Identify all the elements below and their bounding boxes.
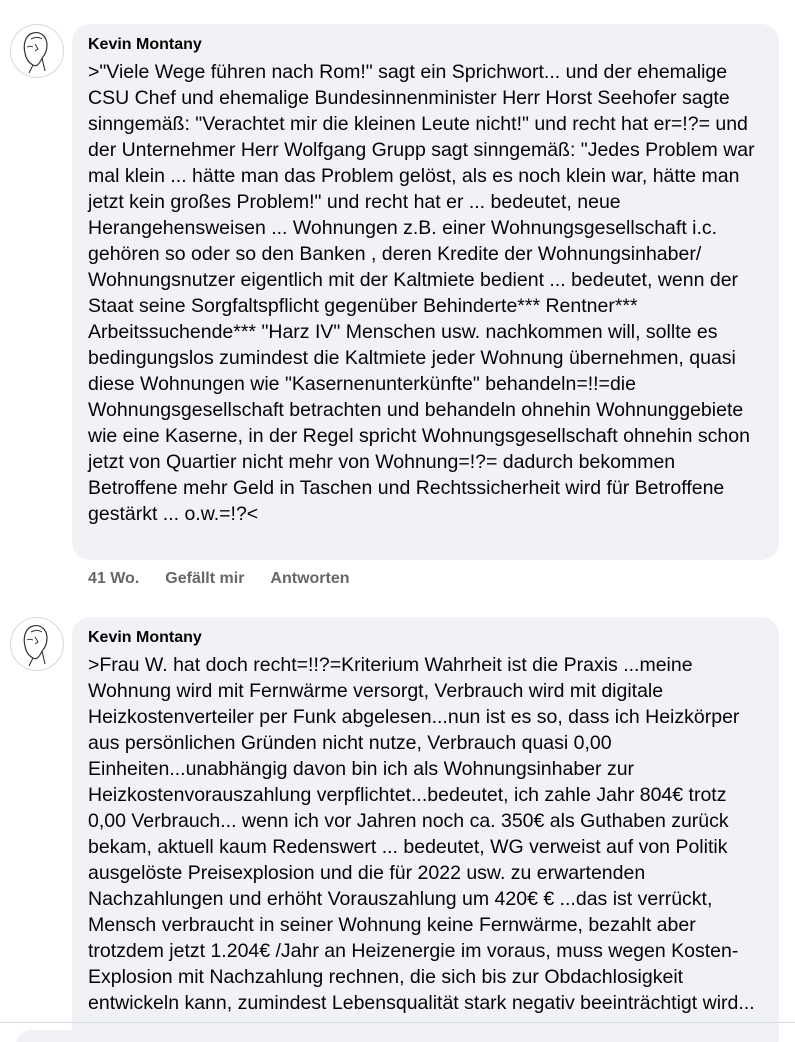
sketched-face-avatar-icon xyxy=(11,618,63,670)
comment-composer-bar[interactable] xyxy=(16,1030,776,1042)
divider xyxy=(0,1022,795,1023)
avatar[interactable] xyxy=(10,617,64,671)
comment-actions xyxy=(88,570,350,588)
avatar[interactable] xyxy=(10,24,64,78)
comment-author[interactable]: Kevin Montany xyxy=(88,36,202,53)
like-button[interactable]: Gefällt mir xyxy=(165,570,245,587)
comment-bubble xyxy=(72,24,779,560)
comment-text: >"Viele Wege führen nach Rom!" sagt ein Sprichwort... und der ehemalige CSU Chef und ehemalige Bundesinnenminister Herr Horst Seehofer sagte sinngemäß: "Verachtet mir die kleinen Leute nicht!" und recht hat er=!?= und der Unternehmer Herr Wolfgang Grupp sagt sinngemäß: "Jedes Problem war mal klein ... hätte man das Problem gelöst, als es noch klein war, hätte man jetzt kein großes Problem!" und recht hat er ... bedeutet, neue Herangehensweisen ... Wohnungen z.B. einer Wohnungsgesellschaft i.c. gehören so oder so den Banken , deren Kredite der Wohnungsinhaber/ Wohnungsnutzer eigentlich mit der Kaltmiete bedient ... bedeutet, wenn der Staat seine Sorgfaltspflicht gegenüber Behinderte*** Rentner*** Arbeitssuchende*** "Harz IV" Menschen usw. nachkommen will, sollte es bedingungslos zumindest die Kaltmiete jeder Wohnung übernehmen, quasi diese Wohnungen wie "Kasernenunterkünfte" behandeln=!!=die Wohnungsgesellschaft betrachten und behandeln ohnehin Wohnunggebiete wie eine Kaserne, in der Regel spricht Wohnungsgesellschaft ohnehin schon jetzt von Quartier nicht mehr von Wohnung=!?= dadurch bekommen Betroffene mehr Geld in Taschen und Rechtssicherheit wird für Betroffene gestärkt ... o.w.=!?< xyxy=(88,61,755,525)
reply-button[interactable]: Antworten xyxy=(270,570,350,587)
comment-bubble xyxy=(72,617,779,1042)
comment-author[interactable]: Kevin Montany xyxy=(88,629,202,646)
comment-timestamp[interactable]: 41 Wo. xyxy=(88,570,140,587)
sketched-face-avatar-icon xyxy=(11,25,63,77)
comment-text: >Frau W. hat doch recht=!!?=Kriterium Wahrheit ist die Praxis ...meine Wohnung wird mit Fernwärme versorgt, Verbrauch wird mit digitale Heizkostenverteiler per Funk abgelesen...nun ist es so, dass ich Heizkörper aus persönlichen Gründen nicht nutze, Verbrauch quasi 0,00 Einheiten...unabhängig davon bin ich als Wohnungsinhaber zur Heizkostenvorauszahlung verpflichtet...bedeutet, ich zahle Jahr 804€ trotz 0,00 Verbrauch... wenn ich vor Jahren noch ca. 350€ als Guthaben zurück bekam, aktuell kaum Redenswert ... bedeutet, WG verweist auf von Politik ausgelöste Preisexplosion und die für 2022 usw. zu erwartenden Nachzahlungen und erhöht Vorauszahlung um 420€ € ...das ist verrückt, Mensch verbraucht in seiner Wohnung keine Fernwärme, bezahlt aber trotzdem jetzt 1.204€ /Jahr an Heizenergie im voraus, muss wegen Kosten- Explosion mit Nachzahlung rechnen, die sich bis zur Obdachlosigkeit entwickeln kann, zumindest Lebensqualität stark negativ beeinträchtigt wird... xyxy=(88,654,755,1014)
